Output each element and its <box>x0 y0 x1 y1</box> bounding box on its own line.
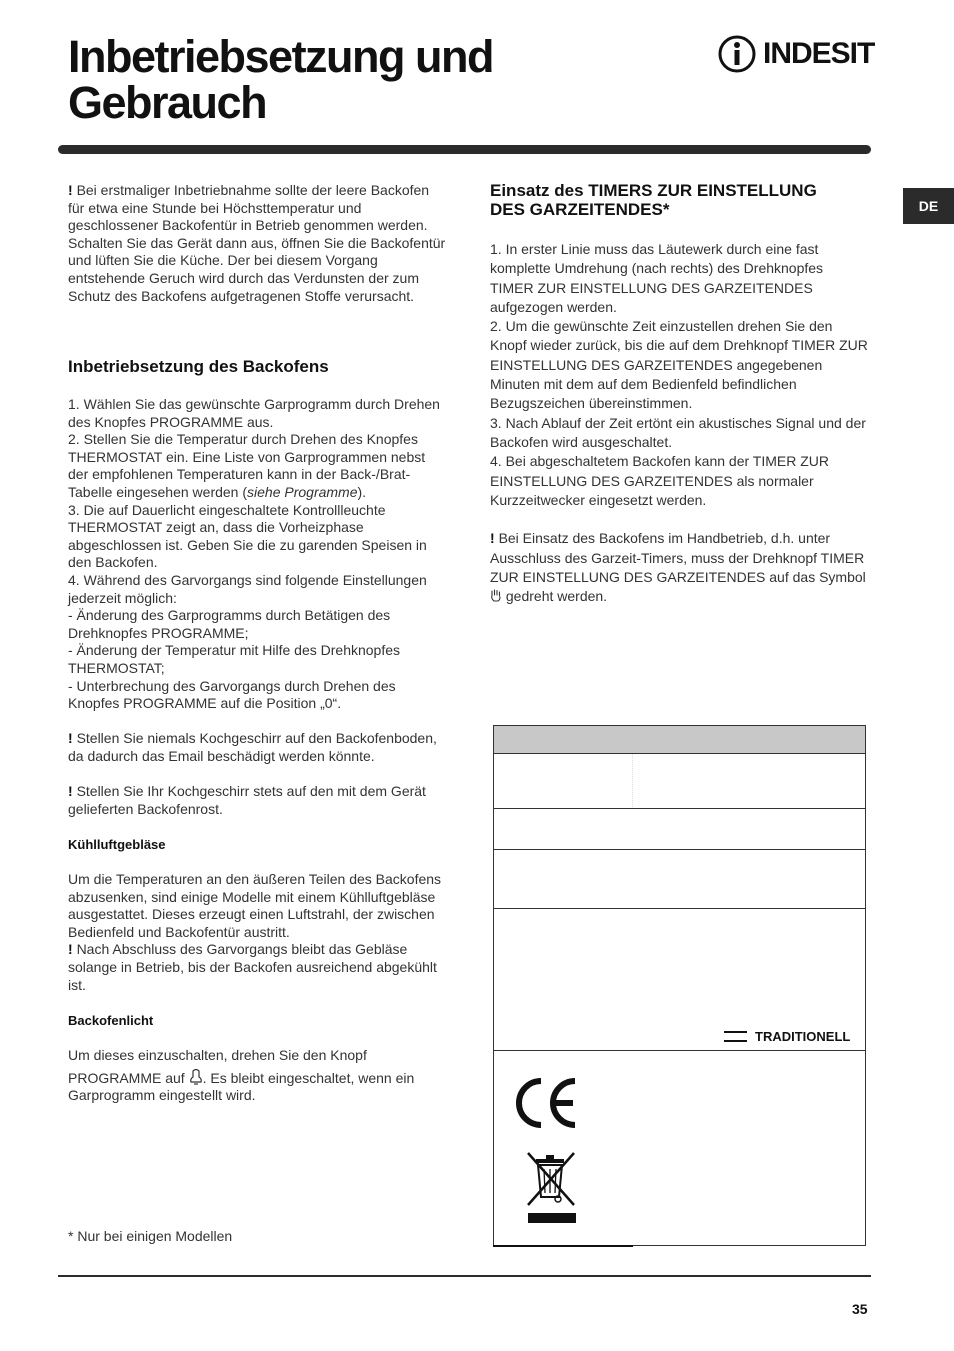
title-line-1: Inbetriebsetzung und <box>68 31 493 82</box>
program-table <box>493 725 866 1246</box>
step-4-a: - Änderung des Garprogramms durch Betätigen des Drehknopfes PROGRAMME; <box>68 607 391 641</box>
step-4-c: - Unterbrechung des Garvorgangs durch Drehen des Knopfes PROGRAMME auf die Position „0“. <box>68 677 396 712</box>
page-number: 35 <box>852 1301 868 1317</box>
timer-step-3: 3. Nach Ablauf der Zeit ertönt ein akustisches Signal und der Backofen wird ausgeschaltet. <box>490 414 866 450</box>
left-column-steps <box>68 396 448 1105</box>
timer-step-1: 1. In erster Linie muss das Läutewerk durch eine fast komplette Umdrehung (nach rechts) des Drehknopfes TIMER ZUR EINSTELLUNG DES GARZEITENDES aufgezogen werden. <box>490 241 824 315</box>
indesit-logo-icon <box>717 34 757 74</box>
hand-icon <box>490 589 502 603</box>
title-line-2: Gebrauch <box>68 77 267 128</box>
footnote: * Nur bei einigen Modellen <box>68 1228 233 1244</box>
section-title-timer: Einsatz des TIMERS ZUR EINSTELLUNG DES GARZEITENDES* <box>490 181 817 219</box>
table-row-divider <box>494 1050 865 1051</box>
brand-name: INDESIT <box>763 37 875 70</box>
language-tab: DE <box>903 188 954 224</box>
header-rule <box>58 145 871 154</box>
traditional-mode <box>724 1029 850 1044</box>
traditional-label: TRADITIONELL <box>755 1029 851 1044</box>
step-2-ref: siehe Programme <box>247 483 358 500</box>
oven-light-text-2: PROGRAMME auf . Es bleibt eingeschaltet, wenn ein Garprogramm eingestellt wird. <box>68 1069 415 1104</box>
intro-paragraph <box>68 182 448 305</box>
oven-light-title: Backofenlicht <box>68 1012 154 1028</box>
step-3: 3. Die auf Dauerlicht eingeschaltete Kontrollleuchte THERMOSTAT zeigt an, dass die Vorheizphase abgeschlossen ist. Geben Sie die zu garenden Speisen in den Backofen. <box>68 501 427 571</box>
page-title <box>68 31 493 128</box>
table-header <box>494 726 865 754</box>
warning-enamel: ! Stellen Sie niemals Kochgeschirr auf den Backofenboden, da dadurch das Email beschädigt werden könnte. <box>68 730 437 764</box>
weee-bin-icon <box>524 1151 580 1226</box>
cooling-fan-warning: ! Nach Abschluss des Garvorgangs bleibt das Gebläse solange in Betrieb, bis der Backofen ausreichend abgekühlt ist. <box>68 941 437 993</box>
warning-rack: ! Stellen Sie Ihr Kochgeschirr stets auf den mit dem Gerät gelieferten Backofenrost. <box>68 783 426 817</box>
step-4: 4. Während des Garvorgangs sind folgende Einstellungen jederzeit möglich: <box>68 571 427 606</box>
intro-text: Bei erstmaliger Inbetriebnahme sollte der leere Backofen für etwa eine Stunde bei Höchsttemperatur und geschlossener Backofentür in Betrieb genommen werden. Schalten Sie das Gerät dann aus, öffnen Sie die Backofentür und lüften Sie die Küche. Der bei diesem Vorgang entstehende Geruch wird durch das Verdunsten der zum Schutz des Backofens aufgetragenen Stoffe verursacht. <box>68 182 446 304</box>
footer-rule <box>58 1275 871 1277</box>
oven-lamp-icon <box>189 1069 203 1085</box>
table-row-divider <box>494 808 865 809</box>
right-column <box>490 240 870 607</box>
oven-light-text-1: Um dieses einzuschalten, drehen Sie den Knopf <box>68 1046 367 1063</box>
step-4-b: - Änderung der Temperatur mit Hilfe des Drehknopfes THERMOSTAT; <box>68 642 401 676</box>
step-1: 1. Wählen Sie das gewünschte Garprogramm durch Drehen des Knopfes PROGRAMME aus. <box>68 396 440 430</box>
warning-mark: ! <box>68 182 73 198</box>
step-2: 2. Stellen Sie die Temperatur durch Drehen des Knopfes THERMOSTAT ein. Eine Liste von Garprogrammen nebst der empfohlenen Temperaturen kann in der Back-/Brat-Tabelle eingesehen werden (siehe Programme). <box>68 431 426 500</box>
left-column <box>68 182 448 305</box>
brand-logo <box>717 33 874 75</box>
cooling-fan-title: Kühlluftgebläse <box>68 836 166 852</box>
table-row-divider <box>494 908 865 909</box>
cooling-fan-text: Um die Temperaturen an den äußeren Teilen des Backofens abzusenken, sind einige Modelle mit einem Kühlluftgebläse ausgestattet. Dieses erzeugt einen Luftstrahl, der zwischen Bedienfeld und Backofentür austritt. <box>68 871 442 940</box>
table-row-divider <box>494 849 865 850</box>
ce-mark-icon <box>511 1071 581 1135</box>
section-title-oven-start: Inbetriebsetzung des Backofens <box>68 357 329 376</box>
timer-step-2: 2. Um die gewünschte Zeit einzustellen drehen Sie den Knopf wieder zurück, bis die auf dem Drehknopf TIMER ZUR EINSTELLUNG DES GARZEITENDES angegebenen Minuten mit dem auf dem Bedienfeld befindlichen Bezugszeichen übereinstimmen. <box>490 318 868 412</box>
timer-step-4: 4. Bei abgeschaltetem Backofen kann der TIMER ZUR EINSTELLUNG DES GARZEITENDES als normaler Kurzzeitwecker eingesetzt werden. <box>490 453 830 508</box>
top-bottom-heat-icon <box>724 1030 747 1043</box>
timer-warning: ! Bei Einsatz des Backofens im Handbetrieb, d.h. unter Ausschluss des Garzeit-Timers, muss der Drehknopf TIMER ZUR EINSTELLUNG DES GARZEITENDES auf das Symbol gedreht werden. <box>490 530 866 605</box>
